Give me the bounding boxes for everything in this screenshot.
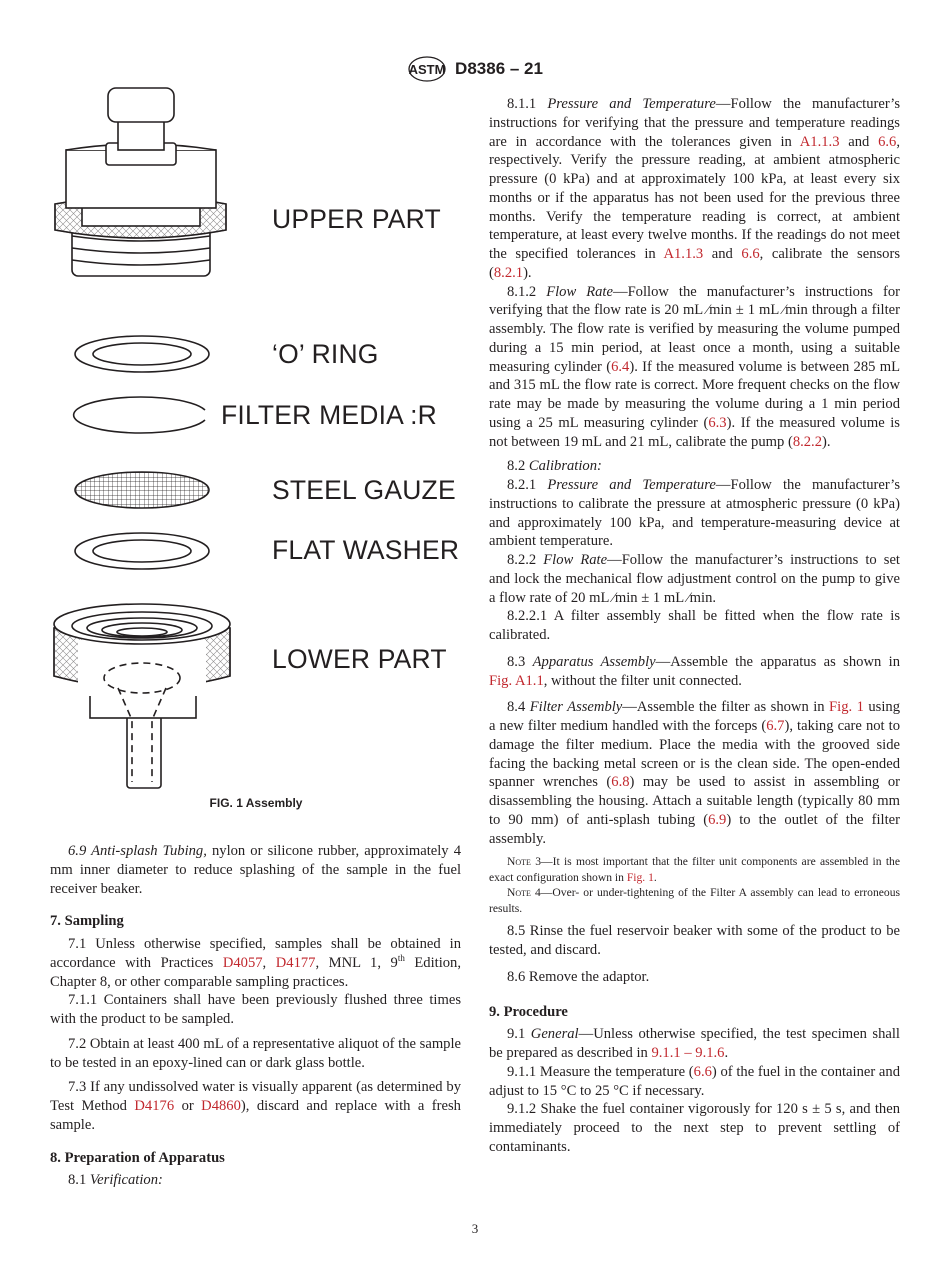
figure-caption: FIG. 1 Assembly (209, 796, 303, 810)
label-o-ring: ‘O’ RING (272, 339, 379, 369)
text-run: ) to the outlet of the filter assembly. (489, 811, 900, 847)
text-run: Apparatus Assembly (532, 653, 656, 670)
cross-reference-link[interactable]: 8.2.1 (493, 264, 524, 281)
lower-part-drawing (54, 604, 230, 788)
steel-gauze-drawing (75, 472, 209, 508)
text-run: ). (523, 264, 532, 281)
text-run: ). If the measured volume is not between 19 mL and 21 mL, calibrate the pump ( (489, 414, 900, 450)
text-run: ). If the measured volume is between 285 mL and 315 mL the flow rate is correct. More frequent checks on the flow rate may be made by measuring the volume during a 1 min period using a 25 mL measuring cylinder ( (489, 358, 900, 431)
section-heading (50, 1149, 461, 1168)
page-number: 3 (471, 1221, 479, 1236)
text-run: 6.9 (68, 843, 92, 859)
label-steel-gauze: STEEL GAUZE (272, 475, 456, 505)
svg-text:ASTM: ASTM (408, 62, 446, 77)
cross-reference-link[interactable]: 9.1.1 – 9.1.6 (651, 1045, 725, 1061)
cross-reference-link[interactable]: D4057 (222, 954, 263, 971)
paragraph (489, 1063, 900, 1101)
text-run: 8.4 (507, 699, 530, 716)
text-run: and (703, 246, 742, 262)
text-run: 8.1.1 (507, 96, 548, 112)
label-flat-washer: FLAT WASHER (272, 535, 460, 565)
text-run: 3—It is most important that the filter unit components are assembled in the exact configuration shown in (489, 855, 900, 884)
text-run: 8. Preparation of Apparatus (50, 1149, 225, 1166)
text-run: using a new filter medium handled with the forceps ( (489, 699, 901, 734)
text-run: , MNL 1, 9 (315, 954, 398, 971)
text-run: 8.2.2 (507, 552, 544, 568)
text-run: Edition, Chapter 8, or other comparable sampling practices. (50, 954, 461, 990)
paragraph (489, 922, 900, 960)
cross-reference-link[interactable]: 6.6 (741, 246, 760, 262)
paragraph (489, 653, 900, 691)
paragraph (489, 1025, 900, 1063)
text-run: ) of the fuel in the container and adjust to 15 °C to 25 °C if necessary. (489, 1063, 900, 1099)
right-column (489, 95, 900, 1157)
cross-reference-link[interactable]: D4860 (201, 1098, 241, 1114)
astm-logo-icon (407, 56, 447, 82)
text-run: 7.3 If any undissolved water is visually apparent (as determined by Test Method (50, 1079, 461, 1114)
text-run: , without the filter unit connected. (543, 672, 742, 689)
text-run: Calibration: (528, 458, 602, 475)
text-run: . (724, 1045, 729, 1061)
paragraph (489, 457, 900, 476)
cross-reference-link[interactable]: Fig. A1.1 (489, 672, 544, 689)
text-run: —Unless otherwise specified, the test specimen shall be prepared as described in (489, 1026, 900, 1061)
text-run: 8.2.1 (507, 477, 548, 493)
page-header (0, 56, 950, 82)
paragraph (489, 476, 900, 551)
text-run: Verification: (89, 1172, 163, 1189)
cross-reference-link[interactable]: Fig. 1 (626, 870, 654, 884)
paragraph (489, 283, 900, 452)
text-run: , calibrate the sensors ( (489, 246, 901, 281)
cross-reference-link[interactable]: D4177 (275, 954, 316, 971)
label-lower-part: LOWER PART (272, 644, 447, 674)
text-run: Pressure and Temperature (547, 96, 716, 112)
cross-reference-link[interactable]: Fig. 1 (829, 699, 864, 716)
text-run: Note (507, 886, 531, 900)
filter-media-drawing (74, 397, 205, 433)
text-run: 7.2 Obtain at least 400 mL of a representative aliquot of the sample to be tested in an epoxy-lined can or dark glass bottle. (50, 1035, 461, 1071)
text-run: ) may be used to assist in assembling or disassembling the housing. Attach a suitable length (typically 80 mm to 90 mm) of anti-splash tubing ( (489, 774, 900, 828)
text-run: Filter Assembly (529, 699, 623, 716)
text-run: Flow Rate (546, 283, 613, 300)
text-run: 8.6 Remove the adaptor. (507, 968, 650, 985)
text-run: 7.1 Unless otherwise specified, samples shall be obtained in accordance with Practices (50, 936, 461, 971)
text-run: th (397, 952, 405, 963)
text-run: 8.2.2.1 A filter assembly shall be fitted when the flow rate is calibrated. (489, 608, 900, 643)
note-paragraph (489, 885, 900, 916)
text-run: and (839, 133, 879, 150)
text-run: 8.2 (507, 458, 529, 475)
text-run: 8.1.2 (507, 283, 547, 300)
cross-reference-link[interactable]: 8.2.2 (792, 433, 822, 450)
document-designation: D8386 – 21 (455, 59, 543, 78)
text-run: ). (822, 433, 831, 450)
cross-reference-link[interactable]: 6.3 (708, 414, 727, 431)
o-ring-drawing (75, 336, 209, 372)
paragraph (489, 607, 900, 645)
text-run: —Follow the manufacturer’s instructions for verifying that the flow rate is 20 mL ⁄min ± 1 mL ⁄min through a filter assembly. The flow rate is verified by measuring the volume pumped during a 15 min period, at least once a month, using a suitable measuring cylinder ( (489, 283, 900, 375)
text-run: nylon or silicone rubber, approximately 4 mm inner diameter to reduce splashing of the sample in the fuel receiver beaker. (50, 843, 461, 897)
cross-reference-link[interactable]: 6.4 (611, 358, 630, 375)
text-run: 9.1 (507, 1026, 531, 1043)
assembly-figure (40, 80, 480, 800)
text-run: Flow Rate (543, 552, 608, 568)
text-run: —Follow the manufacturer’s instructions to set and lock the mechanical flow adjustment control on the pump to give a flow rate of 20 mL ⁄min ± 1 mL ⁄min. (489, 552, 900, 606)
paragraph (489, 968, 900, 987)
text-run: 4—Over- or under-tightening of the Filter A assembly can lead to erroneous results. (489, 886, 900, 915)
cross-reference-link[interactable]: 6.6 (693, 1063, 712, 1080)
cross-reference-link[interactable]: A1.1.3 (799, 133, 840, 150)
text-run: General (530, 1026, 579, 1043)
text-run: ), taking care not to damage the filter medium. Place the media with the grooved side facing the backing metal screen or is the clean side. The open-ended spanner wrenches ( (489, 718, 900, 791)
text-run: —Follow the manufacturer’s instructions for verifying that the pressure and temperature readings are in accordance with the tolerances given in (489, 96, 901, 150)
paragraph (50, 1035, 461, 1073)
cross-reference-link[interactable]: 6.6 (878, 133, 897, 150)
cross-reference-link[interactable]: 6.8 (611, 774, 630, 791)
left-column (50, 842, 461, 1190)
cross-reference-link[interactable]: 6.9 (708, 811, 727, 828)
text-run: , respectively. Verify the pressure reading, at ambient atmospheric pressure (0 kPa) and at approximately 100 kPa, at least every six months or if the apparatus has not been used for the previous three months. Verify the temperature reading is correct, at ambient temperature, at least every twelve months. If the readings do not meet the specified tolerances in (489, 133, 900, 262)
flat-washer-drawing (75, 533, 209, 569)
paragraph (50, 842, 461, 898)
text-run: 7.1.1 Containers shall have been previously flushed three times with the product to be sampled. (50, 992, 461, 1027)
text-run: or (174, 1098, 202, 1114)
paragraph (50, 935, 461, 991)
text-run: Note (507, 855, 531, 869)
paragraph (50, 1171, 461, 1190)
cross-reference-link[interactable]: D4176 (134, 1098, 175, 1114)
section-heading (489, 1003, 900, 1022)
cross-reference-link[interactable]: 6.7 (766, 718, 785, 734)
paragraph (489, 551, 900, 607)
text-run: 8.3 (507, 653, 533, 670)
paragraph (489, 698, 900, 848)
label-upper-part: UPPER PART (272, 204, 441, 234)
paragraph (50, 1078, 461, 1134)
text-run: 7. Sampling (50, 913, 124, 930)
text-run: —Follow the manufacturer’s instructions to calibrate the pressure at atmospheric pressure (0 kPa) and approximately 100 kPa, and temperature-measuring device at ambient temperature. (489, 477, 901, 550)
paragraph (50, 991, 461, 1029)
text-run: ), discard and replace with a fresh sample. (50, 1098, 461, 1133)
text-run: —Assemble the apparatus as shown in (655, 653, 900, 670)
cross-reference-link[interactable]: A1.1.3 (663, 246, 704, 262)
text-run: , (262, 954, 276, 971)
text-run: 8.1 (68, 1172, 90, 1189)
upper-part-drawing (55, 88, 226, 276)
text-run: Anti-splash Tubing, (91, 843, 207, 859)
text-run: 9.1.2 Shake the fuel container vigorously for 120 s ± 5 s, and then immediately proceed to the next step to prevent settling of contaminants. (489, 1101, 900, 1155)
paragraph (489, 95, 900, 283)
text-run: 9. Procedure (489, 1003, 568, 1020)
text-run: . (653, 870, 657, 884)
paragraph (489, 1100, 900, 1156)
section-heading (50, 912, 461, 931)
label-filter-media: FILTER MEDIA :R (221, 400, 438, 430)
text-run: 9.1.1 Measure the temperature ( (507, 1063, 694, 1080)
text-run: Pressure and Temperature (547, 477, 716, 493)
text-run: 8.5 Rinse the fuel reservoir beaker with some of the product to be tested, and discard. (489, 923, 900, 958)
note-paragraph (489, 854, 900, 885)
text-run: —Assemble the filter as shown in (622, 699, 830, 716)
